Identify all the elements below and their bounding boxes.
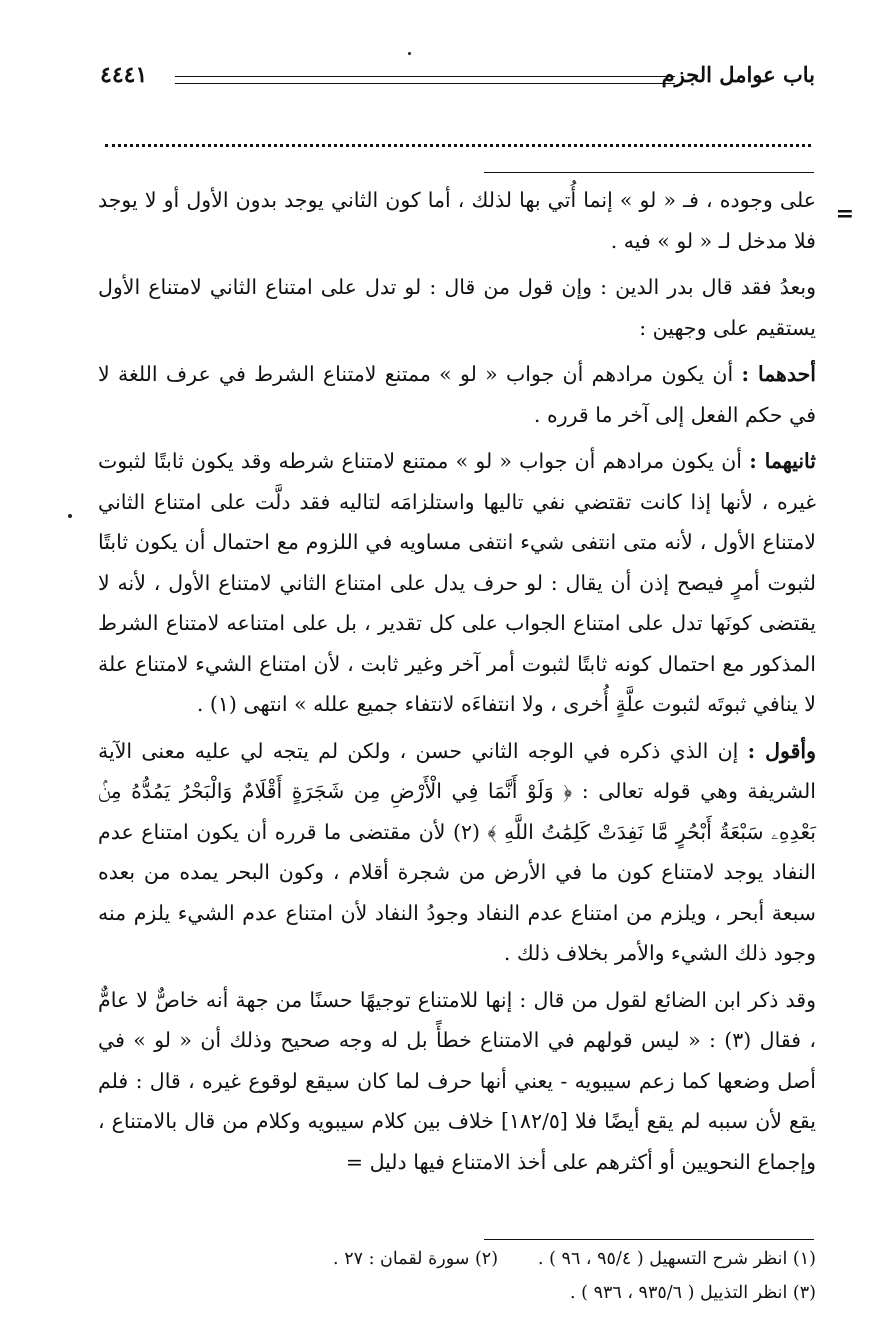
section-rule [484, 172, 814, 173]
header-double-rule [175, 76, 675, 84]
footnote-1: (١) انظر شرح التسهيل ( ٩٥/٤ ، ٩٦ ) . [538, 1249, 816, 1269]
footnote-3: (٣) انظر التذييل ( ٩٣٥/٦ ، ٩٣٦ ) . [570, 1283, 816, 1303]
paragraph-4-text: أن يكون مرادهم أن جواب « لو » ممتنع لامتناع شرطه وقد يكون ثابتًا لثبوت غيره ، لأنها إذا كانت تقتضي نفي تاليها واستلزامَه لتاليه فقد دلَّت على امتناع الثاني لامتناع الأول ، لأنه متى انتفى شيء انتفى مساويه في اللزوم مع احتمال أن يكون ثابتًا لثبوت أمرٍ فيصح إذن أن يقال : لو حرف يدل على امتناع الثاني لامتناع الأول ، لأنه لا يقتضى كونَها تدل على امتناع الجواب على كل تقدير ، بل على امتناعه لامتناع الشرط المذكور مع احتمال كونه ثابتًا لثبوت أمر آخر وغير ثابت ، لأن امتناع الشيء لامتناع علة لا ينافي ثبوتَه لثبوت علَّةٍ أُخرى ، ولا انتفاءَه لانتفاء جميع علله » انتهى (١) . [98, 449, 816, 716]
footnotes [240, 1242, 816, 1310]
footnote-row [240, 1242, 816, 1276]
paragraph-1: على وجوده ، فـ « لو » إنما أُتي بها لذلك ، أما كون الثاني يوجد بدون الأول أو لا يوجد فلا مدخل لـ « لو » فيه . [98, 188, 816, 253]
paragraph-4 [98, 441, 816, 725]
footnote-row [240, 1276, 816, 1310]
paragraph-5 [98, 731, 816, 974]
paragraph-2: وبعدُ فقد قال بدر الدين : وإن قول من قال : لو تدل على امتناع الثاني لامتناع الأول يستقيم على وجهين : [98, 275, 816, 340]
dotted-separator [105, 136, 811, 147]
paragraph-3-lead: أحدهما : [741, 362, 816, 386]
paragraph-3 [98, 354, 816, 435]
paragraph-5-text: إن الذي ذكره في الوجه الثاني حسن ، ولكن لم يتجه لي عليه معنى الآية الشريفة وهي قوله تعالى : ﴿ وَلَوْ أَنَّمَا فِي الْأَرْضِ مِن شَجَرَةٍ أَقْلَامٌ وَالْبَحْرُ يَمُدُّهُ مِنۢ بَعْدِهِۦ سَبْعَةُ أَبْحُرٍ مَّا نَفِدَتْ كَلِمَٰتُ اللَّهِ ﴾ (٢) لأن مقتضى ما قرره أن يكون امتناع عدم النفاد يوجد لامتناع كون ما في الأرض من شجرة أقلام ، وكون البحر يمده من بعده سبعة أبحر ، ويلزم من امتناع عدم النفاد وجودُ النفاد لأن امتناع عدم الشيء يلزم منه وجود ذلك الشيء والأمر بخلاف ذلك . [98, 738, 816, 965]
main-text [98, 180, 854, 1188]
running-title: باب عوامل الجزم [661, 62, 815, 87]
continuation-mark: = [835, 201, 854, 227]
paragraph-6: وقد ذكر ابن الضائع لقول من قال : إنها للامتناع توجيهًا حسنًا من جهة أنه خاصٌّ لا عامٌّ ، فقال (٣) : « ليس قولهم في الامتناع خطأً بل له وجه صحيح وذلك أن « لو » في أصل وضعها كما زعم سيبويه - يعني أنها حرف لما كان سيقع لوقوع غيره ، قال : فلم يقع لأن سببه لم يقع أيضًا فلا [١٨٢/٥] خلاف بين كلام سيبويه وكلام من قال بالامتناع ، وإجماع النحويين أو أكثرهم على أخذ الامتناع فيها دليل = [98, 987, 817, 1174]
paragraph-5-lead: وأقول : [747, 738, 816, 763]
footnote-rule [484, 1239, 814, 1240]
top-dot [408, 52, 411, 55]
margin-dot [68, 514, 72, 518]
footnote-2: (٢) سورة لقمان : ٢٧ . [333, 1249, 499, 1269]
page-number: ٤٤٤١ [100, 62, 148, 88]
paragraph-3-text: أن يكون مرادهم أن جواب « لو » ممتنع لامتناع الشرط في عرف اللغة لا في حكم الفعل إلى آخر ما قرره . [98, 362, 816, 427]
page-header [100, 62, 815, 102]
paragraph-4-lead: ثانيهما : [749, 449, 816, 473]
